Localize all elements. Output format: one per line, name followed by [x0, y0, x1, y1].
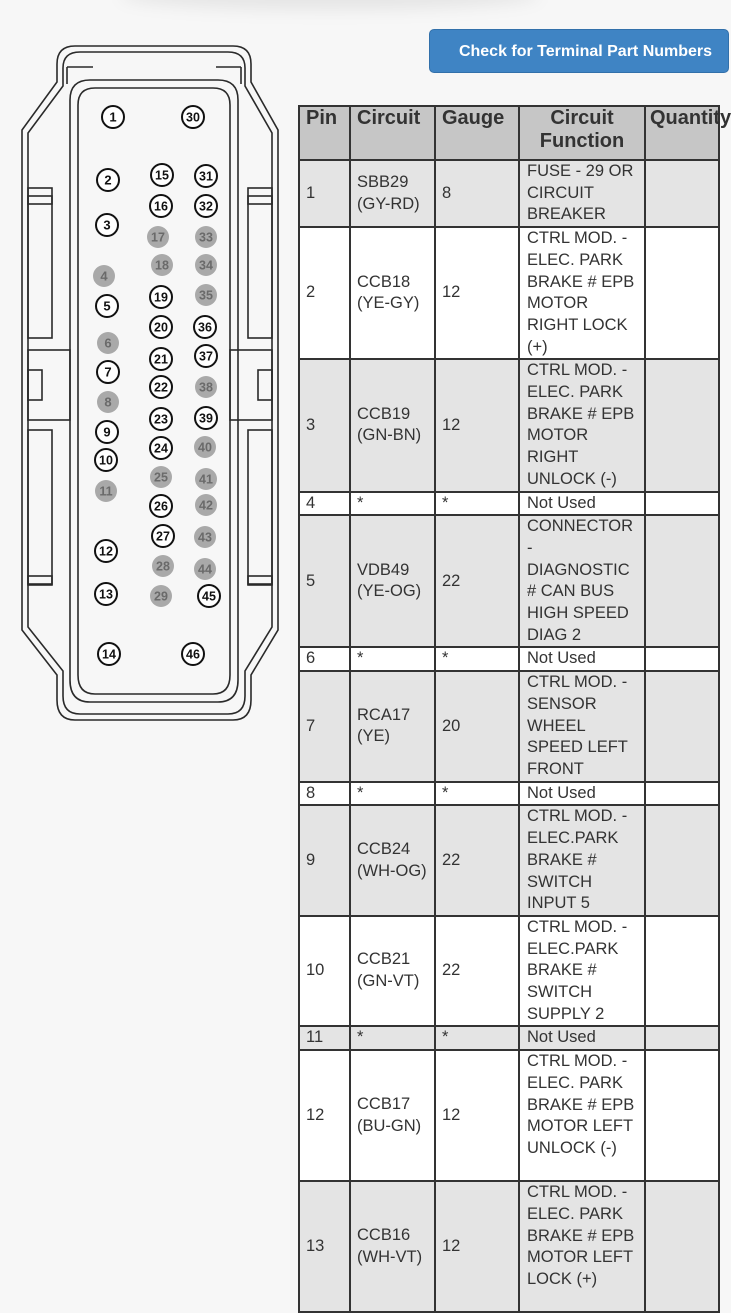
table-row: [299, 1050, 719, 1181]
pin-label: 2: [104, 172, 112, 188]
pin-label: 7: [104, 364, 112, 380]
pin-label: 33: [199, 230, 213, 245]
connector-pin-6: [97, 332, 119, 354]
pin-label: 28: [156, 559, 170, 574]
table-body: [299, 160, 719, 1312]
pin-label: 26: [154, 499, 168, 514]
connector-pin-27: [152, 525, 174, 547]
cell-extra: [645, 671, 719, 782]
pin-label: 21: [154, 352, 168, 367]
connector-pin-45: [198, 585, 220, 607]
pin-label: 16: [154, 199, 168, 214]
cell-extra: [645, 1026, 719, 1050]
pin-label: 45: [202, 589, 216, 604]
pin-label: 12: [99, 544, 113, 559]
cell-extra: [645, 647, 719, 671]
connector-pin-9: [96, 421, 118, 443]
pin-label: 38: [199, 380, 213, 395]
cell-circuit: SBB29 (GY-RD): [350, 160, 435, 227]
connector-pin-10: [95, 449, 117, 471]
table-row: [299, 647, 719, 671]
pin-label: 20: [154, 320, 168, 335]
connector-pin-41: [195, 468, 217, 490]
connector-pin-19: [150, 286, 172, 308]
pin-label: 44: [198, 562, 212, 577]
pin-label: 9: [103, 424, 111, 440]
connector-pin-25: [150, 466, 172, 488]
connector-pin-35: [195, 284, 217, 306]
pin-label: 35: [199, 288, 213, 303]
check-terminal-part-numbers-button[interactable]: Check for Terminal Part Numbers: [429, 29, 729, 73]
connector-pin-4: [93, 265, 115, 287]
connector-pin-8: [97, 391, 119, 413]
cell-extra: [645, 805, 719, 916]
cell-circuit: VDB49 (YE-OG): [350, 515, 435, 647]
cell-gauge: *: [435, 1026, 519, 1050]
pin-label: 32: [199, 199, 213, 214]
connector-pin-34: [195, 254, 217, 276]
connector-pin-40: [194, 436, 216, 458]
pinout-table-container: [298, 105, 731, 1300]
cell-circuit: CCB21 (GN-VT): [350, 916, 435, 1027]
cell-circuit: *: [350, 782, 435, 806]
pin-label: 3: [103, 217, 111, 233]
cell-gauge: 22: [435, 515, 519, 647]
pin-label: 19: [154, 290, 168, 305]
connector-pin-18: [151, 254, 173, 276]
cell-gauge: 20: [435, 671, 519, 782]
cell-gauge: 22: [435, 805, 519, 916]
connector-pin-24: [150, 437, 172, 459]
cell-function: CTRL MOD. - ELEC. PARK BRAKE # EPB MOTOR RIGHT LOCK (+): [519, 227, 645, 359]
cell-extra: [645, 359, 719, 491]
cell-pin: 2: [299, 227, 350, 359]
connector-pin-2: [97, 169, 119, 191]
cell-pin: 12: [299, 1050, 350, 1181]
cell-function: Not Used: [519, 492, 645, 516]
cell-gauge: 12: [435, 1181, 519, 1312]
pin-label: 43: [198, 530, 212, 545]
table-row: [299, 916, 719, 1027]
cell-pin: 8: [299, 782, 350, 806]
pin-label: 4: [100, 268, 108, 284]
header-gauge: Gauge: [435, 106, 519, 160]
cell-circuit: CCB19 (GN-BN): [350, 359, 435, 491]
cell-function: CTRL MOD. - ELEC. PARK BRAKE # EPB MOTOR LEFT LOCK (+): [519, 1181, 645, 1312]
connector-pin-22: [150, 376, 172, 398]
connector-pin-26: [150, 495, 172, 517]
cell-pin: 13: [299, 1181, 350, 1312]
pin-label: 8: [104, 394, 112, 410]
header-extra: Quantity: [645, 106, 719, 160]
cell-gauge: *: [435, 492, 519, 516]
pin-label: 10: [99, 453, 113, 468]
connector-pin-36: [194, 316, 216, 338]
cell-circuit: CCB17 (BU-GN): [350, 1050, 435, 1181]
cell-pin: 7: [299, 671, 350, 782]
cell-circuit: CCB16 (WH-VT): [350, 1181, 435, 1312]
cell-pin: 11: [299, 1026, 350, 1050]
header-pin: Pin: [299, 106, 350, 160]
connector-pin-42: [195, 494, 217, 516]
cell-circuit: RCA17 (YE): [350, 671, 435, 782]
cell-extra: [645, 515, 719, 647]
table-row: [299, 227, 719, 359]
cell-extra: [645, 782, 719, 806]
connector-pin-43: [194, 526, 216, 548]
connector-pin-33: [195, 226, 217, 248]
table-row: [299, 1181, 719, 1312]
pin-label: 24: [154, 441, 168, 456]
pin-label: 25: [154, 470, 168, 485]
cell-extra: [645, 916, 719, 1027]
cell-function: CTRL MOD. - ELEC.PARK BRAKE # SWITCH INPUT 5: [519, 805, 645, 916]
connector-pin-28: [152, 555, 174, 577]
pin-label: 34: [199, 258, 213, 273]
cell-extra: [645, 160, 719, 227]
pin-label: 31: [199, 169, 213, 184]
connector-pin-38: [195, 376, 217, 398]
cell-gauge: *: [435, 782, 519, 806]
cell-extra: [645, 1050, 719, 1181]
table-row: [299, 359, 719, 491]
connector-pin-17: [147, 226, 169, 248]
cell-pin: 6: [299, 647, 350, 671]
cell-circuit: CCB18 (YE-GY): [350, 227, 435, 359]
cell-function: CTRL MOD. - SENSOR WHEEL SPEED LEFT FRONT: [519, 671, 645, 782]
table-header-row: [299, 106, 719, 160]
cell-function: Not Used: [519, 647, 645, 671]
header-circuit: Circuit: [350, 106, 435, 160]
pin-layer: [93, 106, 220, 665]
pin-label: 29: [154, 589, 168, 604]
cell-function: Not Used: [519, 1026, 645, 1050]
cell-extra: [645, 1181, 719, 1312]
cell-function: Not Used: [519, 782, 645, 806]
pin-label: 5: [103, 298, 111, 314]
pin-label: 27: [156, 529, 170, 544]
connector-pin-11: [95, 480, 117, 502]
cell-function: CTRL MOD. - ELEC.PARK BRAKE # SWITCH SUPPLY 2: [519, 916, 645, 1027]
connector-pin-7: [97, 361, 119, 383]
connector-pin-44: [194, 558, 216, 580]
pin-label: 30: [186, 110, 200, 125]
pin-label: 18: [155, 258, 169, 273]
pin-label: 1: [109, 109, 117, 125]
table-row: [299, 1026, 719, 1050]
connector-pin-32: [195, 195, 217, 217]
connector-pin-1: [102, 106, 124, 128]
cell-circuit: *: [350, 647, 435, 671]
cell-function: CTRL MOD. - ELEC. PARK BRAKE # EPB MOTOR RIGHT UNLOCK (-): [519, 359, 645, 491]
cell-function: FUSE - 29 OR CIRCUIT BREAKER: [519, 160, 645, 227]
connector-pin-46: [182, 643, 204, 665]
connector-pin-3: [96, 214, 118, 236]
connector-pin-31: [195, 165, 217, 187]
pin-label: 22: [154, 380, 168, 395]
connector-diagram: [0, 0, 300, 730]
pin-label: 23: [154, 412, 168, 427]
pin-label: 15: [155, 168, 169, 183]
cell-gauge: *: [435, 647, 519, 671]
connector-pin-39: [195, 407, 217, 429]
table-row: [299, 515, 719, 647]
cell-function: CONNECTOR - DIAGNOSTIC # CAN BUS HIGH SPEED DIAG 2: [519, 515, 645, 647]
cell-circuit: CCB24 (WH-OG): [350, 805, 435, 916]
cell-pin: 9: [299, 805, 350, 916]
connector-pin-13: [95, 583, 117, 605]
pin-label: 13: [99, 587, 113, 602]
cell-extra: [645, 227, 719, 359]
cell-pin: 1: [299, 160, 350, 227]
pin-label: 39: [199, 411, 213, 426]
pin-label: 40: [198, 440, 212, 455]
pin-label: 6: [104, 335, 112, 351]
connector-pin-12: [95, 540, 117, 562]
connector-pin-29: [150, 585, 172, 607]
table-row: [299, 782, 719, 806]
table-row: [299, 805, 719, 916]
cell-gauge: 8: [435, 160, 519, 227]
connector-pin-23: [150, 408, 172, 430]
cell-gauge: 12: [435, 227, 519, 359]
table-row: [299, 492, 719, 516]
connector-pin-21: [150, 348, 172, 370]
cell-pin: 10: [299, 916, 350, 1027]
cell-extra: [645, 492, 719, 516]
connector-pin-30: [182, 106, 204, 128]
connector-pin-20: [150, 316, 172, 338]
pin-label: 37: [199, 349, 213, 364]
pin-label: 42: [199, 498, 213, 513]
cell-gauge: 12: [435, 1050, 519, 1181]
pin-label: 46: [186, 647, 200, 662]
connector-pin-5: [96, 295, 118, 317]
cell-function: CTRL MOD. - ELEC. PARK BRAKE # EPB MOTOR LEFT UNLOCK (-): [519, 1050, 645, 1181]
cell-circuit: *: [350, 1026, 435, 1050]
cell-circuit: *: [350, 492, 435, 516]
cell-gauge: 12: [435, 359, 519, 491]
pin-label: 17: [151, 230, 165, 245]
cell-pin: 3: [299, 359, 350, 491]
pin-label: 11: [99, 484, 113, 499]
pinout-table: [298, 105, 731, 1313]
connector-pin-37: [195, 345, 217, 367]
table-row: [299, 160, 719, 227]
cell-pin: 5: [299, 515, 350, 647]
connector-pin-16: [150, 195, 172, 217]
connector-pin-14: [98, 643, 120, 665]
cell-pin: 4: [299, 492, 350, 516]
header-circuit-function: Circuit Function: [519, 106, 645, 160]
pin-label: 36: [198, 320, 212, 335]
table-row: [299, 671, 719, 782]
connector-pin-15: [151, 164, 173, 186]
pin-label: 14: [102, 647, 116, 662]
cell-gauge: 22: [435, 916, 519, 1027]
pin-label: 41: [199, 472, 213, 487]
